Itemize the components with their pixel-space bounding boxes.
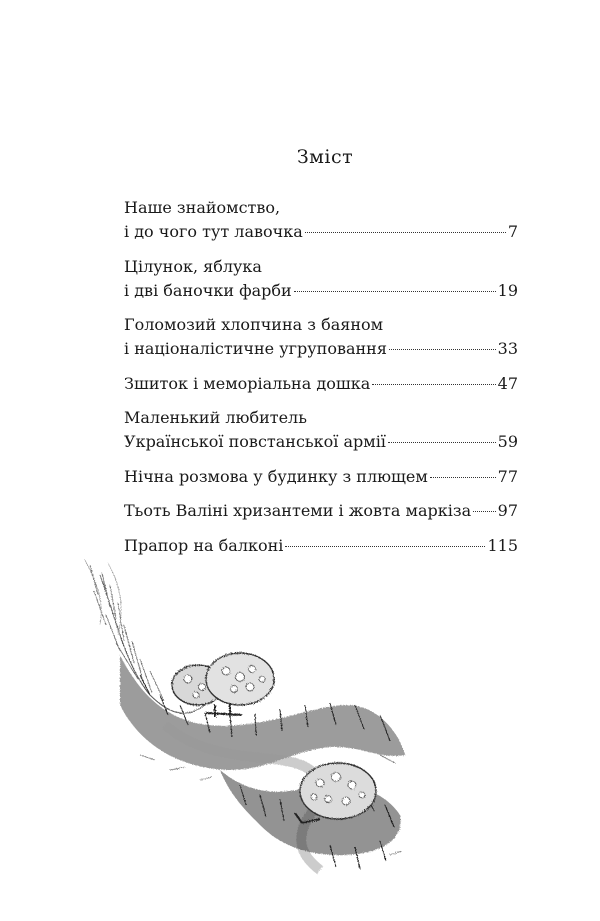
toc-entry-text: Маленький любитель	[124, 408, 307, 427]
toc-entry-line	[124, 406, 518, 430]
dot-leader	[305, 232, 506, 233]
dot-leader	[294, 291, 496, 292]
toc-entry-text: Нічна розмова у будинку з плющем	[124, 466, 428, 486]
toc-page-number: 7	[507, 222, 518, 241]
toc-page-number: 33	[497, 339, 518, 358]
toc-entry[interactable]	[124, 465, 518, 489]
dot-leader	[430, 477, 496, 478]
toc-entry-text: Тьоть Валіні хризантеми і жовта маркіза	[124, 501, 472, 520]
toc-entry[interactable]	[124, 313, 518, 361]
toc-entry-text: Голомозий хлопчина з баяном	[124, 315, 384, 334]
toc-entry-line	[124, 279, 518, 303]
toc-entry-text: і дві баночки фарби	[124, 280, 292, 300]
toc-entry-text: Наше знайомство,	[124, 198, 281, 217]
toc-page-number: 115	[487, 535, 518, 555]
toc-entry-line	[124, 255, 518, 279]
toc-page-number: 97	[497, 501, 518, 520]
toc-entry-text: і до чого тут лавочка	[124, 222, 303, 241]
table-of-contents	[124, 196, 518, 568]
toc-page-number: 77	[497, 466, 518, 486]
toc-entry-line	[124, 196, 518, 220]
toc-entry-line	[124, 534, 518, 558]
toc-page-number: 19	[497, 280, 518, 300]
toc-page-number: 47	[497, 373, 518, 393]
toc-entry-line	[124, 430, 518, 454]
toc-title: Зміст	[296, 146, 354, 168]
toc-entry[interactable]	[124, 499, 518, 523]
toc-entry[interactable]	[124, 196, 518, 244]
toc-entry[interactable]	[124, 372, 518, 396]
toc-entry-text: Української повстанської армії	[124, 432, 386, 451]
toc-page-number: 59	[497, 432, 518, 451]
toc-entry-text: Зшиток і меморіальна дошка	[124, 373, 371, 393]
sketch-bushes-with-path-illustration	[80, 555, 410, 875]
dot-leader	[388, 442, 496, 443]
dot-leader	[473, 511, 496, 512]
toc-entry[interactable]	[124, 534, 518, 558]
toc-entry-text: Прапор на балконі	[124, 535, 284, 555]
toc-entry-line	[124, 313, 518, 337]
toc-entry-line	[124, 499, 518, 523]
toc-entry-line	[124, 220, 518, 244]
toc-entry-line	[124, 337, 518, 361]
toc-entry[interactable]	[124, 406, 518, 454]
toc-entry-line	[124, 372, 518, 396]
toc-entry[interactable]	[124, 255, 518, 303]
toc-entry-text: і націоналістичне угруповання	[124, 339, 387, 358]
dot-leader	[389, 349, 496, 350]
dot-leader	[372, 384, 495, 385]
toc-entry-text: Цілунок, яблука	[124, 256, 262, 276]
dot-leader	[285, 546, 485, 547]
toc-entry-line	[124, 465, 518, 489]
